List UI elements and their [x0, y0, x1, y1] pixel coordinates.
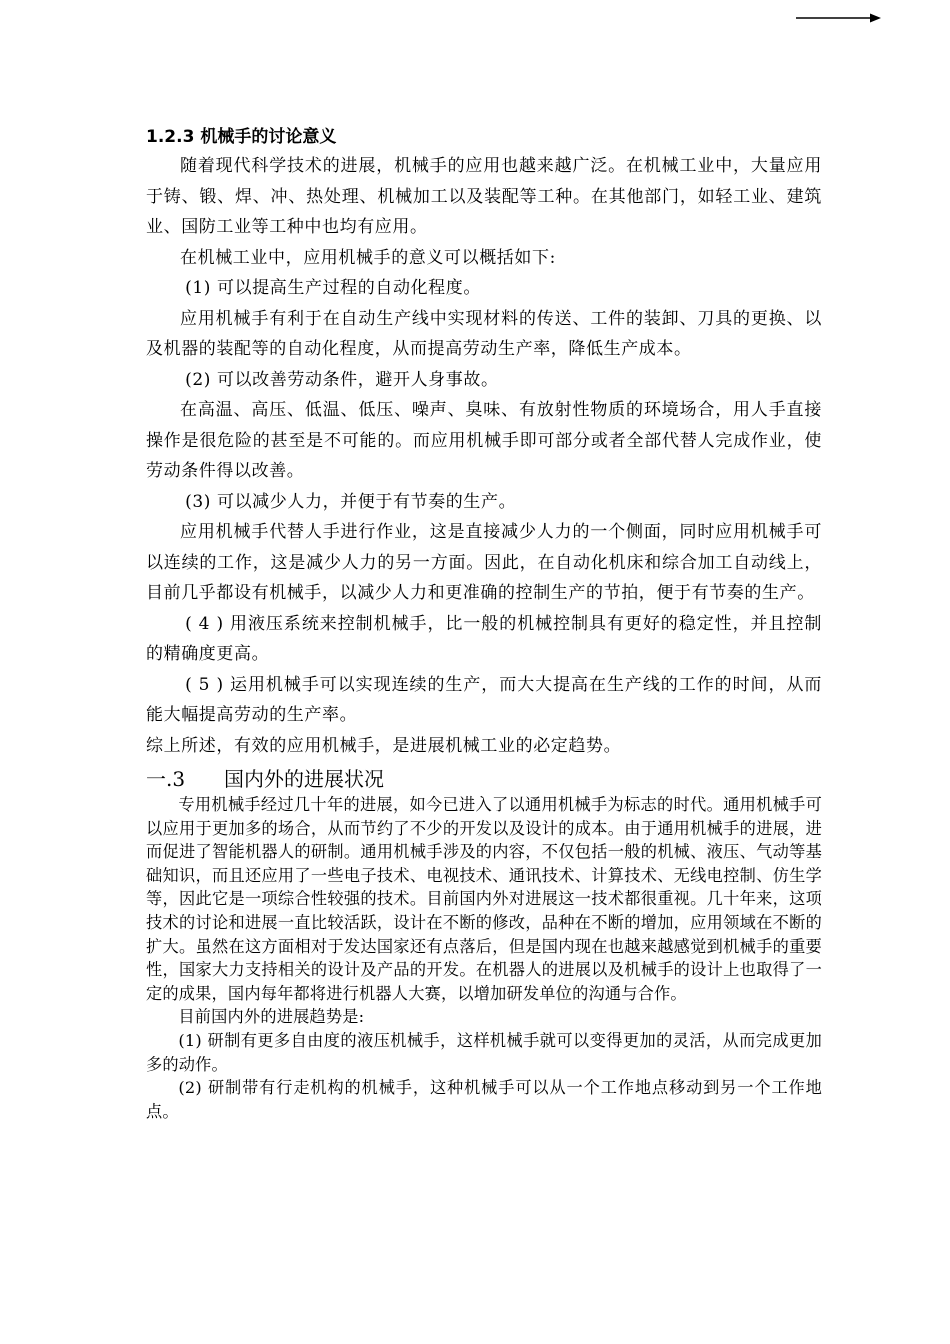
list-item: (1) 研制有更多自由度的液压机械手，这样机械手就可以变得更加的灵活，从而完成更加多的动作。 — [146, 1030, 822, 1074]
arrow-right-icon — [796, 12, 882, 24]
paragraph: 目前国内外的进展趋势是: — [178, 1007, 365, 1027]
list-item: (1) 可以提高生产过程的自动化程度。 — [185, 278, 481, 298]
list-item: ( 4 ) 用液压系统来控制机械手，比一般的机械控制具有更好的稳定性，并且控制的精确度更高。 — [146, 613, 822, 664]
section-title — [146, 765, 822, 793]
list-item: ( 5 ) 运用机械手可以实现连续的生产，而大大提高在生产线的工作的时间，从而能大幅提高劳动的生产率。 — [146, 674, 822, 725]
document-page — [146, 123, 822, 1123]
conclusion-paragraph: 综上所述，有效的应用机械手，是进展机械工业的必定趋势。 — [146, 735, 622, 756]
paragraph: 应用机械手代替人手进行作业，这是直接减少人力的一个侧面，同时应用机械手可以连续的工作，这是减少人力的另一方面。因此，在自动化机床和综合加工自动线上，目前几乎都设有机械手，以减少人力和更准确的控制生产的节拍，便于有节奏的生产。 — [146, 522, 822, 603]
paragraph: 在高温、高压、低温、低压、噪声、臭味、有放射性物质的环境场合，用人手直接操作是很危险的甚至是不可能的。而应用机械手即可部分或者全部代替人完成作业，使劳动条件得以改善。 — [146, 400, 822, 481]
section-number: 一.3 — [146, 767, 186, 791]
section-title-text: 国内外的进展状况 — [224, 767, 384, 791]
paragraph: 应用机械手有利于在自动生产线中实现材料的传送、工件的装卸、刀具的更换、以及机器的装配等的自动化程度，从而提高劳动生产率，降低生产成本。 — [146, 308, 822, 359]
significance-section — [146, 151, 822, 761]
paragraph: 在机械工业中，应用机械手的意义可以概括如下: — [180, 247, 556, 268]
list-item: (3) 可以减少人力，并便于有节奏的生产。 — [185, 491, 517, 512]
development-section — [146, 793, 822, 1123]
section-heading: 1.2.3 机械手的讨论意义 — [146, 127, 337, 147]
list-item: (2) 可以改善劳动条件，避开人身事故。 — [185, 369, 499, 390]
paragraph: 专用机械手经过几十年的进展，如今已进入了以通用机械手为标志的时代。通用机械手可以应用于更加多的场合，从而节约了不少的开发以及设计的成本。由于通用机械手的进展，进而促进了智能机器人的研制。通用机械手涉及的内容，不仅包括一般的机械、液压、气动等基础知识，而且还应用了一些电子技术、电视技术、通讯技术、计算技术、无线电控制、仿生学等，因此它是一项综合性较强的技术。目前国内外对进展这一技术都很重视。几十年来，这项技术的讨论和进展一直比较活跃，设计在不断的修改，品种在不断的增加，应用领域在不断的扩大。虽然在这方面相对于发达国家还有点落后，但是国内现在也越来越感觉到机械手的重要性，国家大力支持相关的设计及产品的开发。在机器人的进展以及机械手的设计上也取得了一定的成果，国内每年都将进行机器人大赛，以增加研发单位的沟通与合作。 — [146, 795, 822, 1003]
list-item: (2) 研制带有行走机构的机械手，这种机械手可以从一个工作地点移动到另一个工作地点。 — [146, 1078, 822, 1121]
paragraph: 随着现代科学技术的进展，机械手的应用也越来越广泛。在机械工业中，大量应用于铸、锻、焊、冲、热处理、机械加工以及装配等工种。在其他部门，如轻工业、建筑业、国防工业等工种中也均有应用。 — [146, 156, 822, 237]
